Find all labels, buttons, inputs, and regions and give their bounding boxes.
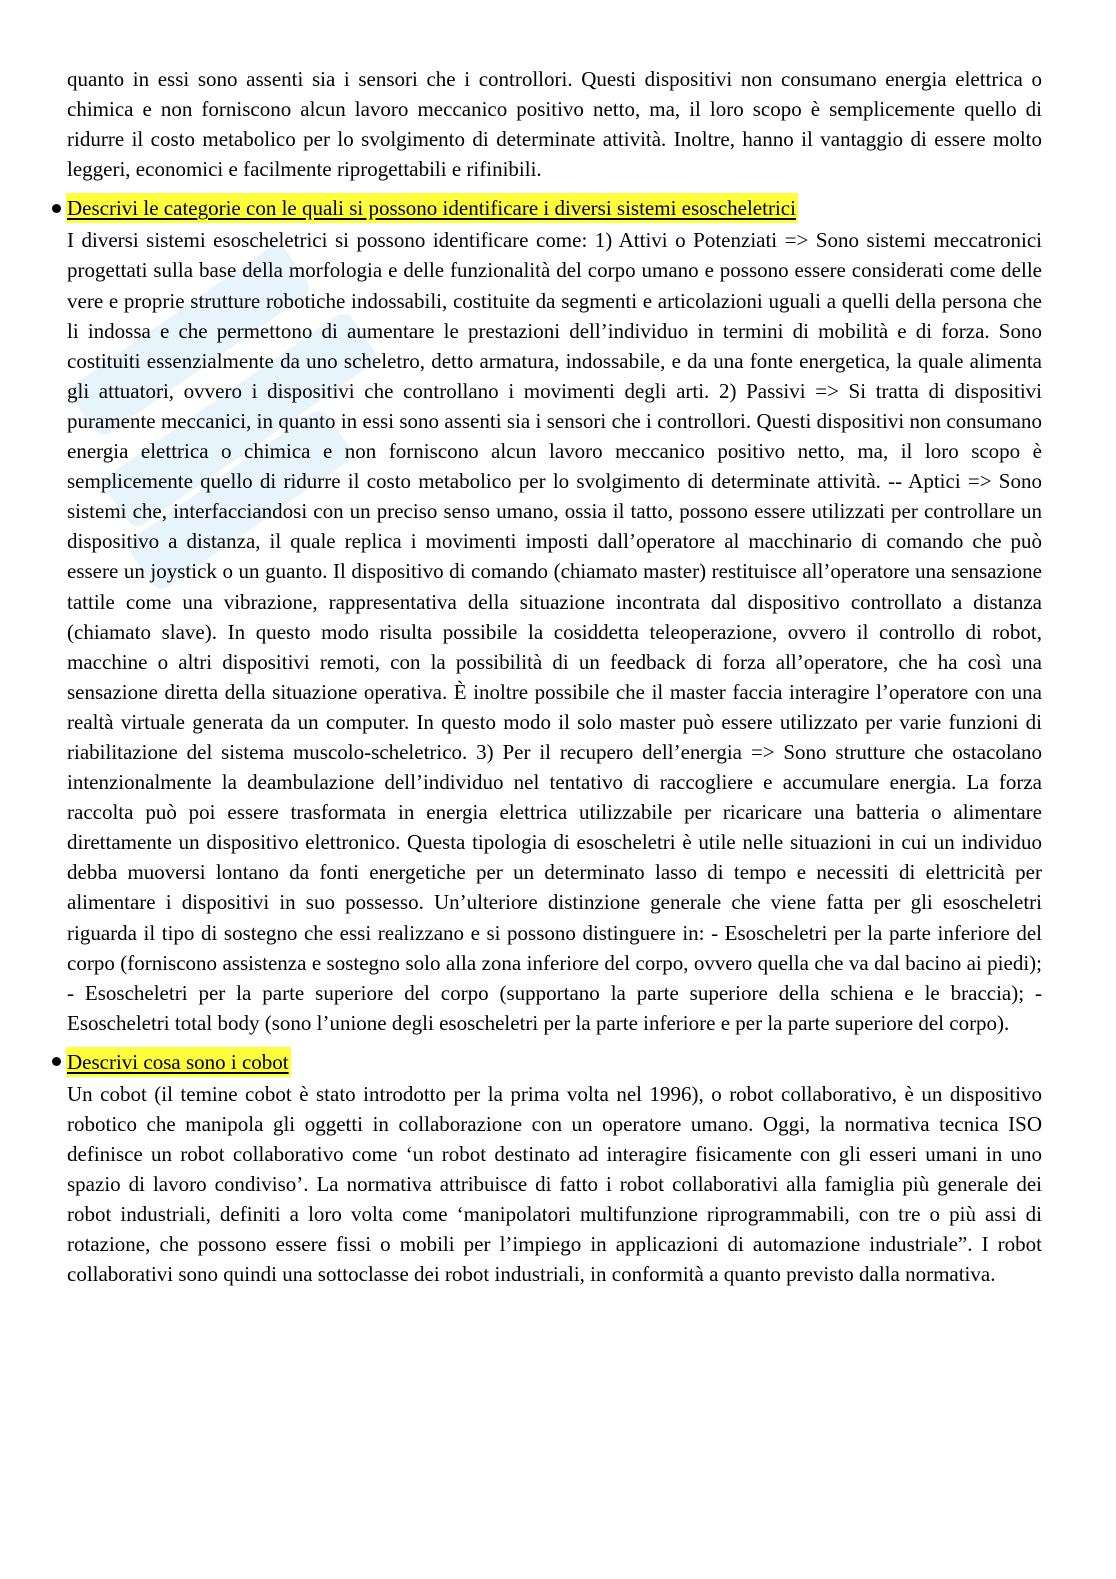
answer-paragraph-cobot: Un cobot (il temine cobot è stato introdotto per la prima volta nel 1996), o robot collaborativo, è un dispositivo robotico che manipola gli oggetti in collaborazione con un operatore umano. Oggi, la normativa tecnica ISO definisce un robot collaborativo come ‘un robot destinato ad interagire fisicamente con gli esseri umani in uno spazio di lavoro condiviso’. La normativa attribuisce di fatto i robot collaborativi alla famiglia più generale dei robot industriali, definiti a loro volta come ‘manipolatori multifunzione riprogrammabili, con tre o più assi di rotazione, che possono essere fissi o mobili per l’impiego in applicazioni di automazione industriale”. I robot collaborativi sono quindi una sottoclasse dei robot industriali, in conformità a quanto previsto dalla normativa. [67, 1081, 1042, 1287]
intro-paragraph: quanto in essi sono assenti sia i sensori che i controllori. Questi dispositivi non consumano energia elettrica o chimica e non forniscono alcun lavoro meccanico positivo netto, ma, il loro scopo è semplicemente quello di ridurre il costo metabolico per lo svolgimento di determinate attività. Inoltre, hanno il vantaggio di essere molto leggeri, economici e facilmente riprogettabili e rifinibili. [67, 67, 1042, 182]
document-body [67, 64, 1042, 1290]
question-heading-categories [52, 193, 1042, 223]
question-heading-cobot [52, 1047, 1042, 1077]
bullet-icon [52, 1057, 61, 1066]
question-text: Descrivi cosa sono i cobot [66, 1047, 291, 1077]
bullet-icon [52, 204, 61, 213]
answer-paragraph-categories: I diversi sistemi esoscheletrici si possono identificare come: 1) Attivi o Potenziati => Sono sistemi meccatronici progettati sulla base della morfologia e delle funzionalità del corpo umano e possono essere considerati come delle vere e proprie strutture robotiche indossabili, costituite da segmenti e articolazioni uguali a quelli della persona che li indossa e che permettono di aumentare le prestazioni dell’individuo in termini di mobilità e di forza. Sono costituiti essenzialmente da uno scheletro, detto armatura, indossabile, e da una fonte energetica, la quale alimenta gli attuatori, ovvero i dispositivi che controllano i movimenti degli arti. 2) Passivi => Si tratta di dispositivi puramente meccanici, in quanto in essi sono assenti sia i sensori che i controllori. Questi dispositivi non consumano energia elettrica o chimica e non forniscono alcun lavoro meccanico positivo netto, ma, il loro scopo è semplicemente quello di ridurre il costo metabolico per lo svolgimento di determinate attività. -- Aptici => Sono sistemi che, interfacciandosi con un preciso senso umano, ossia il tatto, possono essere utilizzati per controllare un dispositivo a distanza, il quale replica i movimenti imposti dall’operatore al macchinario di comando che può essere un joystick o un guanto. Il dispositivo di comando (chiamato master) restituisce all’operatore una sensazione tattile come una vibrazione, rappresentativa della situazione incontrata dal dispositivo controllato a distanza (chiamato slave). In questo modo risulta possibile la cosiddetta teleoperazione, ovvero il controllo di robot, macchine o altri dispositivi remoti, con la possibilità di un feedback di forza all’operatore, che ha così una sensazione diretta della situazione operativa. È inoltre possibile che il master faccia interagire l’operatore con una realtà virtuale generata da un computer. In questo modo il solo master può essere utilizzato per varie funzioni di riabilitazione del sistema muscolo-scheletrico. 3) Per il recupero dell’energia => Sono strutture che ostacolano intenzionalmente la deambulazione dell’individuo nel tentativo di raccogliere e accumulare energia. La forza raccolta può poi essere trasformata in energia elettrica utilizzabile per ricaricare una batteria o alimentare direttamente un dispositivo elettronico. Questa tipologia di esoscheletri è utile nelle situazioni in cui un individuo debba muoversi lontano da fonti energetiche per un determinato lasso di tempo e necessiti di elettricità per alimentare i dispositivi in suo possesso. Un’ulteriore distinzione generale che viene fatta per gli esoscheletri riguarda il tipo di sostegno che essi realizzano e si possono distinguere in: - Esoscheletri per la parte inferiore del corpo (forniscono assistenza e sostegno solo alla zona inferiore del corpo, ovvero quella che va dal bacino ai piedi); - Esoscheletri per la parte superiore del corpo (supportano la parte superiore della schiena e le braccia); - Esoscheletri total body (sono l’unione degli esoscheletri per la parte inferiore e per la parte superiore del corpo). [67, 228, 1042, 1035]
question-text: Descrivi le categorie con le quali si possono identificare i diversi sistemi esoscheletrici [66, 193, 798, 223]
